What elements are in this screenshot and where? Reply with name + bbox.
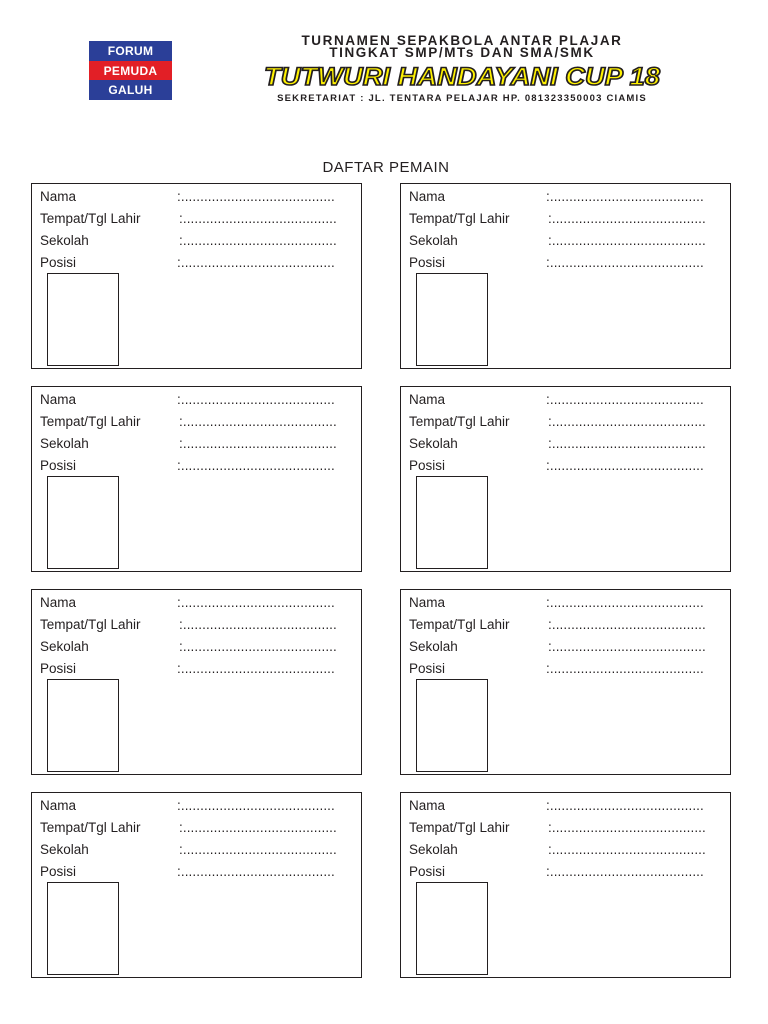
field-fill-line[interactable]: :........................................ [177,798,335,813]
form-title: DAFTAR PEMAIN [322,159,450,176]
field-fill-line[interactable]: :........................................ [546,458,704,473]
field-label: Sekolah [40,436,89,451]
photo-box [416,882,488,975]
field-row [409,254,729,272]
player-card-8 [400,792,731,978]
field-fill-line[interactable]: :........................................ [177,255,335,270]
field-row [40,863,360,881]
field-row [409,638,729,656]
field-fill-line[interactable]: :........................................ [546,864,704,879]
field-label: Posisi [409,864,446,879]
field-fill-line[interactable]: :........................................ [177,864,335,879]
field-row [409,413,729,431]
field-label: Sekolah [409,842,458,857]
field-label: Posisi [409,458,446,473]
photo-box [416,679,488,772]
field-fill-line[interactable]: :........................................ [179,436,337,451]
field-row [40,254,360,272]
field-label: Sekolah [409,639,458,654]
player-card-4 [400,386,731,572]
field-fill-line[interactable]: :........................................ [546,798,704,813]
field-label: Sekolah [409,233,458,248]
field-label: Tempat/Tgl Lahir [409,211,510,226]
field-fill-line[interactable]: :........................................ [179,211,337,226]
photo-box [416,273,488,366]
cup-title-text: TUTWURI HANDAYANI CUP 18 [264,63,661,91]
field-fill-line[interactable]: :........................................ [177,458,335,473]
field-label: Tempat/Tgl Lahir [40,211,141,226]
field-fill-line[interactable]: :........................................ [179,639,337,654]
field-row [40,391,360,409]
field-label: Tempat/Tgl Lahir [409,820,510,835]
field-row [409,863,729,881]
field-fill-line[interactable]: :........................................ [546,189,704,204]
field-row [409,232,729,250]
field-label: Tempat/Tgl Lahir [409,414,510,429]
player-card-1 [31,183,362,369]
field-row [40,638,360,656]
photo-box [47,476,119,569]
field-label: Nama [409,392,446,407]
field-row [409,819,729,837]
field-fill-line[interactable]: :........................................ [548,414,706,429]
field-row [409,660,729,678]
field-row [409,841,729,859]
field-label: Nama [40,392,77,407]
player-card-7 [31,792,362,978]
field-label: Sekolah [40,639,89,654]
field-fill-line[interactable]: :........................................ [177,392,335,407]
photo-box [47,679,119,772]
logo-line-pemuda: PEMUDA [89,61,172,81]
field-row [40,594,360,612]
field-label: Sekolah [40,233,89,248]
field-fill-line[interactable]: :........................................ [546,595,704,610]
field-fill-line[interactable]: :........................................ [177,189,335,204]
field-row [40,232,360,250]
field-row [409,797,729,815]
player-card-2 [400,183,731,369]
field-label: Nama [40,798,77,813]
field-fill-line[interactable]: :........................................ [179,414,337,429]
field-label: Posisi [409,255,446,270]
field-row [40,797,360,815]
field-fill-line[interactable]: :........................................ [548,842,706,857]
field-label: Sekolah [409,436,458,451]
field-fill-line[interactable]: :........................................ [179,233,337,248]
logo-line-galuh: GALUH [89,80,172,100]
tournament-level: TINGKAT SMP/MTs DAN SMA/SMK [329,45,595,60]
field-row [40,819,360,837]
photo-box [47,882,119,975]
secretariat-address: SEKRETARIAT : JL. TENTARA PELAJAR HP. 081323350003 CIAMIS [277,93,647,104]
field-fill-line[interactable]: :........................................ [546,255,704,270]
field-label: Tempat/Tgl Lahir [40,414,141,429]
field-label: Tempat/Tgl Lahir [40,820,141,835]
field-label: Posisi [409,661,446,676]
cup-title-banner [212,61,712,91]
field-row [40,660,360,678]
field-row [40,435,360,453]
field-label: Nama [409,595,446,610]
field-fill-line[interactable]: :........................................ [179,617,337,632]
field-label: Posisi [40,458,77,473]
field-label: Tempat/Tgl Lahir [40,617,141,632]
field-row [40,841,360,859]
field-row [40,616,360,634]
field-fill-line[interactable]: :........................................ [546,661,704,676]
forum-pemuda-galuh-logo [89,41,172,100]
player-card-3 [31,386,362,572]
field-row [409,391,729,409]
field-fill-line[interactable]: :........................................ [548,436,706,451]
field-row [409,210,729,228]
field-row [409,594,729,612]
photo-box [416,476,488,569]
field-row [40,188,360,206]
field-fill-line[interactable]: :........................................ [548,617,706,632]
field-label: Tempat/Tgl Lahir [409,617,510,632]
field-row [409,435,729,453]
field-fill-line[interactable]: :........................................ [548,639,706,654]
field-label: Sekolah [40,842,89,857]
photo-box [47,273,119,366]
field-row [40,413,360,431]
field-row [409,457,729,475]
field-fill-line[interactable]: :........................................ [177,595,335,610]
player-card-6 [400,589,731,775]
field-label: Nama [409,798,446,813]
player-card-5 [31,589,362,775]
field-row [40,210,360,228]
field-fill-line[interactable]: :........................................ [546,392,704,407]
field-label: Nama [40,189,77,204]
field-row [40,457,360,475]
field-label: Nama [409,189,446,204]
field-label: Posisi [40,661,77,676]
field-label: Posisi [40,255,77,270]
tournament-title: TURNAMEN SEPAKBOLA ANTAR PLAJAR [301,33,623,48]
field-row [409,616,729,634]
field-row [409,188,729,206]
field-fill-line[interactable]: :........................................ [548,233,706,248]
field-fill-line[interactable]: :........................................ [548,211,706,226]
field-fill-line[interactable]: :........................................ [548,820,706,835]
field-label: Nama [40,595,77,610]
field-label: Posisi [40,864,77,879]
field-fill-line[interactable]: :........................................ [179,842,337,857]
logo-line-forum: FORUM [89,41,172,61]
field-fill-line[interactable]: :........................................ [179,820,337,835]
field-fill-line[interactable]: :........................................ [177,661,335,676]
